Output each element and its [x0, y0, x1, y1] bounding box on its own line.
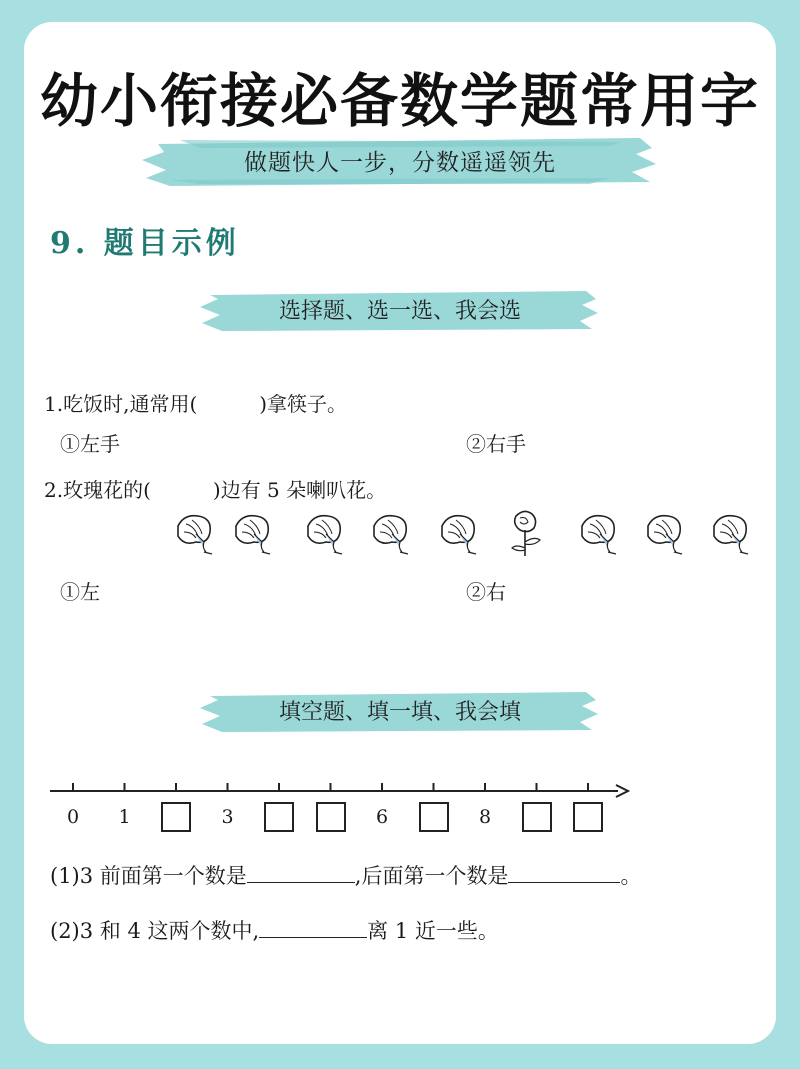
- choice-heading: 选择题、选一选、我会选: [278, 299, 521, 324]
- page-title: 幼小衔接必备数学题常用字: [39, 67, 760, 135]
- morning-glory-icon: [710, 512, 752, 556]
- morning-glory-icon: [644, 512, 686, 556]
- fill-q1-part2: ,后面第一个数是: [354, 864, 509, 888]
- number-line-label: 1: [118, 806, 131, 828]
- page-subtitle: 做题快人一步，分数遥遥领先: [244, 150, 556, 176]
- number-line-label: 8: [478, 806, 492, 828]
- answer-box[interactable]: [573, 802, 603, 832]
- morning-glory-icon: [438, 512, 480, 556]
- question-1-text-after: )拿筷子。: [259, 392, 348, 416]
- rose-icon: [504, 508, 546, 558]
- morning-glory-icon: [370, 512, 412, 556]
- q2-option-2: ②右: [466, 580, 506, 604]
- section-title: 9. 题目示例: [50, 226, 240, 261]
- q1-option-2: ②右手: [466, 432, 526, 456]
- morning-glory-icon: [304, 512, 346, 556]
- answer-box[interactable]: [419, 802, 449, 832]
- q1-option-1: ①左手: [60, 432, 120, 456]
- answer-blank[interactable]: [508, 881, 620, 883]
- question-2-text-after: )边有 5 朵喇叭花。: [212, 478, 387, 502]
- fill-question-1: [50, 860, 641, 890]
- number-line-label: 6: [375, 806, 389, 828]
- answer-box[interactable]: [316, 802, 346, 832]
- answer-blank[interactable]: [247, 881, 355, 883]
- number-line-label: 0: [66, 806, 80, 828]
- answer-blank[interactable]: [259, 936, 367, 938]
- morning-glory-icon: [232, 512, 274, 556]
- fill-q2-part1: (2)3 和 4 这两个数中,: [50, 919, 260, 943]
- fill-q2-part2: 离 1 近一些。: [367, 919, 499, 943]
- choice-question-2: [44, 474, 386, 503]
- fill-q1-part3: 。: [620, 864, 642, 888]
- fill-question-2: [50, 915, 499, 945]
- choice-question-1: [44, 388, 347, 417]
- q2-option-1: ①左: [60, 580, 100, 604]
- answer-box[interactable]: [264, 802, 294, 832]
- fill-heading: 填空题、填一填、我会填: [278, 700, 521, 725]
- fill-q1-part1: (1)3 前面第一个数是: [50, 864, 247, 888]
- number-line-label: 3: [221, 806, 234, 828]
- question-1-text-before: 1.吃饭时,通常用(: [44, 392, 198, 416]
- question-2-text-before: 2.玫瑰花的(: [44, 478, 151, 502]
- morning-glory-icon: [174, 512, 216, 556]
- answer-box[interactable]: [522, 802, 552, 832]
- answer-box[interactable]: [161, 802, 191, 832]
- morning-glory-icon: [578, 512, 620, 556]
